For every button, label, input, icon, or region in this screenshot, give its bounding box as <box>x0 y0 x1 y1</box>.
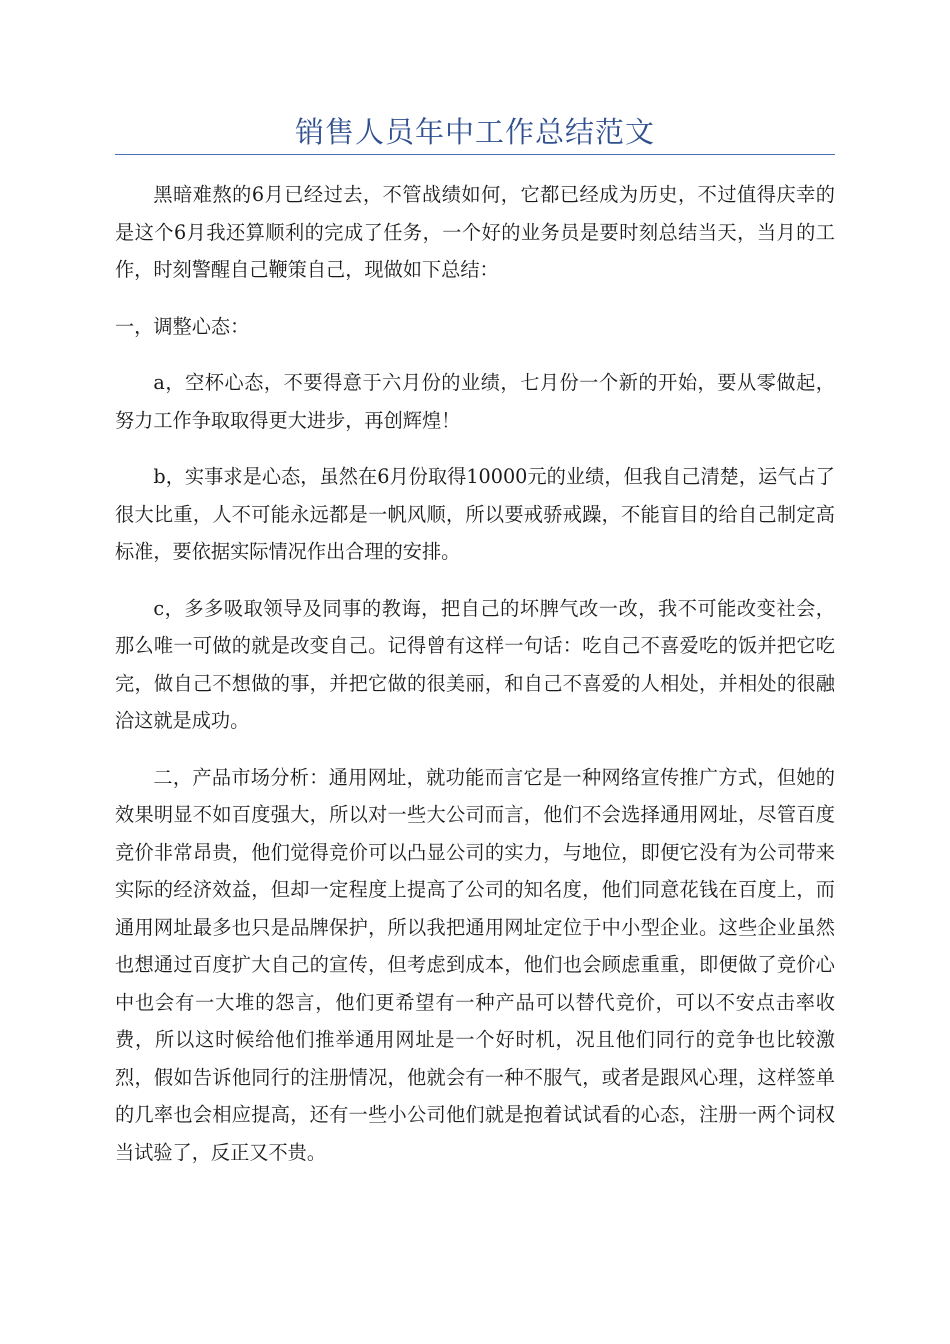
title-underline <box>115 154 835 155</box>
document-body <box>115 176 835 1190</box>
document-title: 销售人员年中工作总结范文 <box>294 115 655 149</box>
intro-paragraph: 黑暗难熬的6月已经过去，不管战绩如何，它都已经成为历史，不过值得庆幸的是这个6月我还算顺利的完成了任务，一个好的业务员是要时刻总结当天，当月的工作，时刻警醒自己鞭策自己，现做如下总结： <box>115 183 835 281</box>
point-c-paragraph: c，多多吸取领导及同事的教诲，把自己的坏脾气改一改，我不可能改变社会，那么唯一可做的就是改变自己。记得曾有这样一句话：吃自己不喜爱吃的饭并把它吃完，做自己不想做的事，并把它做的很美丽，和自己不喜爱的人相处，并相处的很融洽这就是成功。 <box>115 596 835 732</box>
market-analysis-paragraph: 二，产品市场分析：通用网址，就功能而言它是一种网络宣传推广方式，但她的效果明显不如百度强大，所以对一些大公司而言，他们不会选择通用网址，尽管百度竞价非常昂贵，他们觉得竞价可以凸显公司的实力，与地位，即便它没有为公司带来实际的经济效益，但却一定程度上提高了公司的知名度，他们同意花钱在百度上，而通用网址最多也只是品牌保护，所以我把通用网址定位于中小型企业。这些企业虽然也想通过百度扩大自己的宣传，但考虑到成本，他们也会顾虑重重，即便做了竞价心中也会有一大堆的怨言，他们更希望有一种产品可以替代竞价，可以不安点击率收费，所以这时候给他们推举通用网址是一个好时机，况且他们同行的竞争也比较激烈，假如告诉他同行的注册情况，他就会有一种不服气，或者是跟风心理，这样签单的几率也会相应提高，还有一些小公司他们就是抱着试试看的心态，注册一两个词权当试验了，反正又不贵。 <box>115 765 835 1164</box>
point-b-paragraph: b，实事求是心态，虽然在6月份取得10000元的业绩，但我自己清楚，运气占了很大比重，人不可能永远都是一帆风顺，所以要戒骄戒躁，不能盲目的给自己制定高标准，要依据实际情况作出合理的安排。 <box>115 465 835 563</box>
point-a-paragraph: a，空杯心态，不要得意于六月份的业绩，七月份一个新的开始，要从零做起，努力工作争取取得更大进步，再创辉煌！ <box>115 371 835 432</box>
section-heading-adjust-mindset: 一，调整心态： <box>115 314 250 338</box>
